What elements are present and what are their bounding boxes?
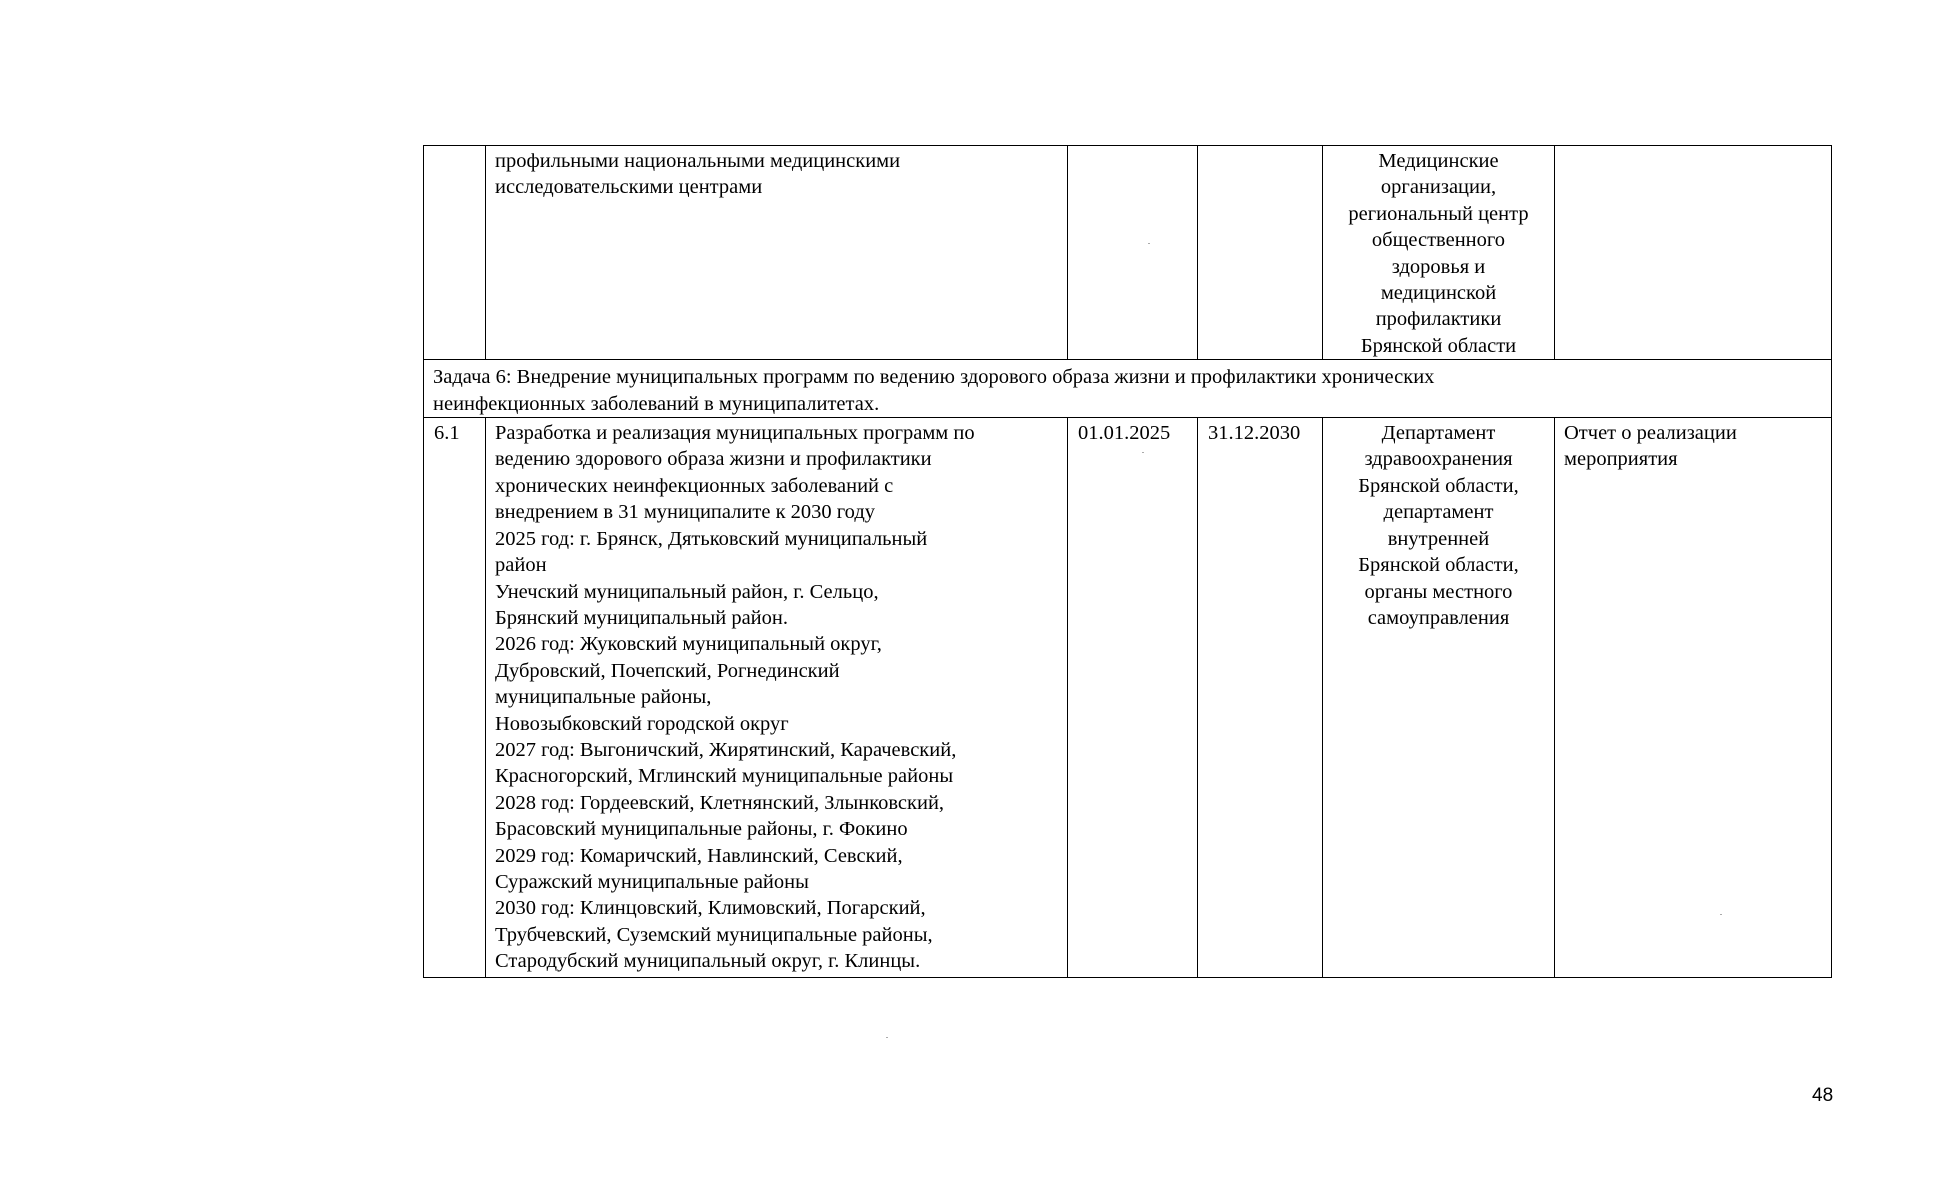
measure-name-line: район <box>495 554 547 577</box>
table-row-continuation <box>424 146 1832 360</box>
cell-start-date-empty <box>1068 146 1198 360</box>
measure-name-line: Красногорский, Мглинский муниципальные районы <box>495 765 954 788</box>
measure-name-line: Новозыбковский городской округ <box>495 712 789 735</box>
measure-name-line: 2028 год: Гордеевский, Клетнянский, Злынковский, <box>495 791 945 814</box>
table-row-task-6 <box>424 360 1832 418</box>
executor-line: Медицинские <box>1378 150 1499 172</box>
task-line: Задача 6: Внедрение муниципальных программ по ведению здорового образа жизни и профилактики хронических <box>433 366 1435 389</box>
cell-measure-name <box>486 146 1068 360</box>
executor-line: самоуправления <box>1367 606 1510 629</box>
executor-line: органы местного <box>1364 580 1513 603</box>
measure-name-line: 2030 год: Клинцовский, Климовский, Погарский, <box>495 897 926 920</box>
table-row-6-1 <box>424 418 1832 978</box>
measure-name-line: внедрением в 31 муниципалите к 2030 году <box>495 501 876 524</box>
cell-executor <box>1323 418 1555 978</box>
task-line: неинфекционных заболеваний в муниципалитетах. <box>433 392 880 415</box>
executor-line: Брянской области, <box>1358 554 1519 577</box>
executor-line: здоровья и <box>1391 255 1486 278</box>
measure-name-line: муниципальные районы, <box>495 686 712 709</box>
cell-number: 6.1 <box>424 418 486 978</box>
measure-name-line: Унечский муниципальный район, г. Сельцо, <box>495 580 879 603</box>
measure-name-line: Дубровский, Почепский, Рогнединский <box>495 659 840 682</box>
measure-name-line: 2026 год: Жуковский муниципальный округ, <box>495 633 882 656</box>
task-6-heading <box>424 360 1832 418</box>
scan-speck <box>1142 452 1144 453</box>
cell-measure-name <box>486 418 1068 978</box>
cell-result-empty <box>1555 146 1832 360</box>
cell-result <box>1555 418 1832 978</box>
measure-name-line: Суражский муниципальные районы <box>495 870 809 893</box>
executor-line: региональный центр <box>1348 202 1529 225</box>
cell-start-date: 01.01.2025 <box>1068 418 1198 978</box>
result-line: мероприятия <box>1564 448 1678 471</box>
cell-end-date: 31.12.2030 <box>1198 418 1323 978</box>
measure-name-line: 2027 год: Выгоничский, Жирятинский, Карачевский, <box>495 738 957 761</box>
executor-line: внутренней <box>1387 527 1490 550</box>
scan-speck <box>1148 243 1150 244</box>
scan-speck <box>1720 914 1722 915</box>
executor-line: Департамент <box>1381 422 1496 445</box>
measure-name-line: Брянский муниципальный район. <box>495 606 788 629</box>
executor-line: медицинской <box>1380 282 1497 305</box>
measure-name-line: Разработка и реализация муниципальных программ по <box>495 422 975 445</box>
measure-name-line: Стародубский муниципальный округ, г. Клинцы. <box>495 950 921 973</box>
cell-end-date-empty <box>1198 146 1323 360</box>
executor-line: Брянской области, <box>1358 474 1519 497</box>
scan-speck <box>886 1037 888 1038</box>
measure-name-line: Трубчевский, Суземский муниципальные районы, <box>495 923 933 946</box>
executor-line: здравоохранения <box>1364 448 1513 471</box>
measure-name-line: Брасовский муниципальные районы, г. Фокино <box>495 818 908 841</box>
measure-name-line: 2025 год: г. Брянск, Дятьковский муниципальный <box>495 527 928 550</box>
result-line: Отчет о реализации <box>1564 422 1737 445</box>
measures-table <box>423 145 1832 978</box>
cell-number-empty <box>424 146 486 360</box>
executor-line: профилактики <box>1375 308 1502 331</box>
measure-name-line: профильными национальными медицинскими <box>495 150 901 172</box>
cell-executor <box>1323 146 1555 360</box>
page-number: 48 <box>1812 1085 1834 1106</box>
measure-name-line: исследовательскими центрами <box>495 176 763 199</box>
measure-name-line: хронических неинфекционных заболеваний с <box>495 474 894 497</box>
executor-line: организации, <box>1380 176 1497 199</box>
measure-name-line: 2029 год: Комаричский, Навлинский, Севский, <box>495 844 903 867</box>
executor-line: общественного <box>1371 229 1506 252</box>
executor-line: департамент <box>1383 501 1494 524</box>
measure-name-line: ведению здорового образа жизни и профилактики <box>495 448 932 471</box>
executor-line: Брянской области <box>1360 334 1517 357</box>
